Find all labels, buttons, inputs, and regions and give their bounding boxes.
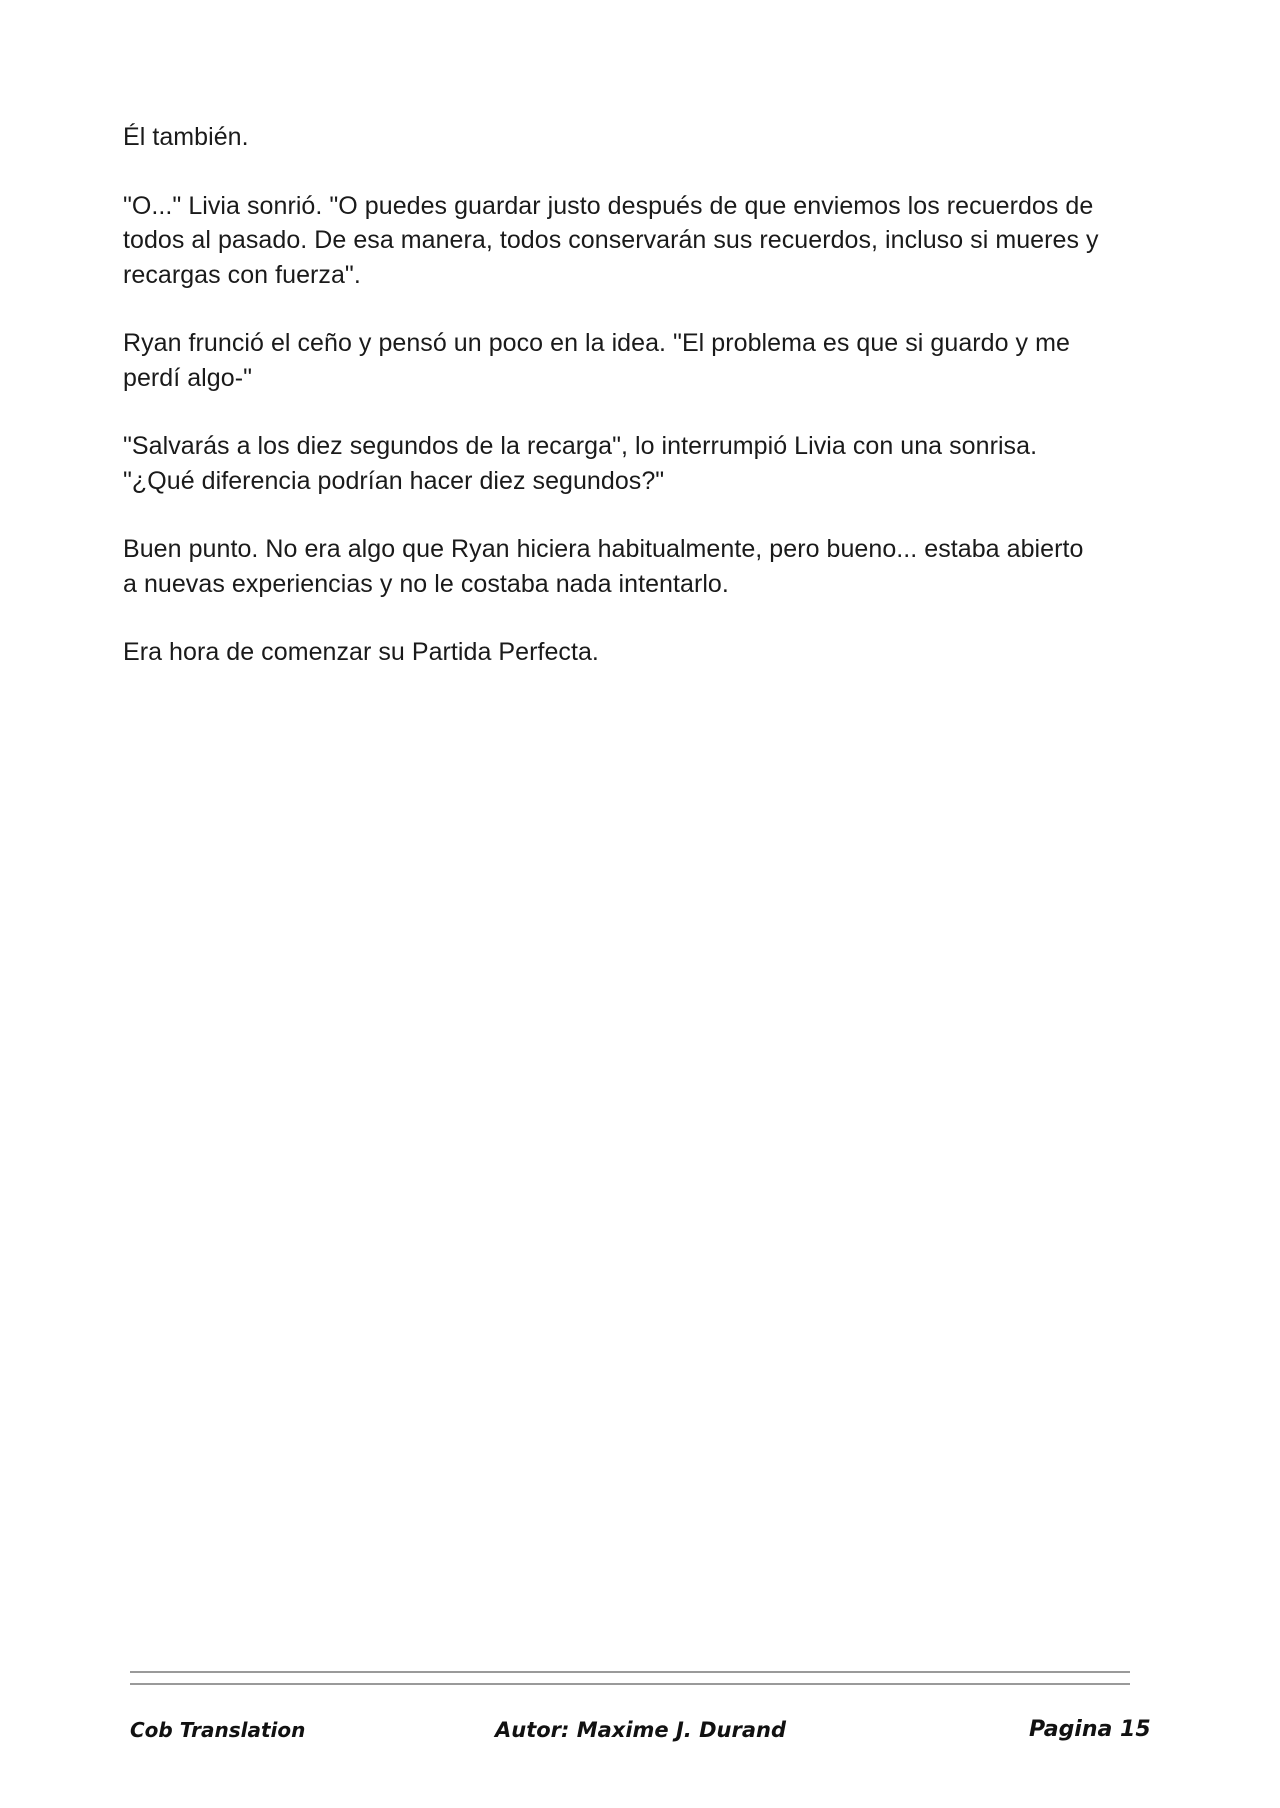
footer-translator: Cob Translation (130, 1718, 306, 1742)
footer-page-number: Pagina 15 (1029, 1717, 1151, 1742)
footer-author: Autor: Maxime J. Durand (495, 1718, 786, 1742)
footer-divider-top (130, 1671, 1130, 1673)
paragraph: Él también. (123, 123, 249, 151)
paragraph: "O..." Livia sonrió. "O puedes guardar justo después de que enviemos los recuerdos de todos al pasado. De esa manera, todos conservarán sus recuerdos, incluso si mueres y recargas con fuerza". (123, 191, 1099, 289)
page-body (123, 120, 1143, 704)
footer-divider-bottom (130, 1683, 1130, 1685)
paragraph: "Salvarás a los diez segundos de la recarga", lo interrumpió Livia con una sonrisa. "¿Qué diferencia podrían hacer diez segundos?" (123, 432, 1038, 495)
paragraph: Buen punto. No era algo que Ryan hiciera habitualmente, pero bueno... estaba abierto a nuevas experiencias y no le costaba nada intentarlo. (123, 535, 1084, 598)
paragraph: Ryan frunció el ceño y pensó un poco en la idea. "El problema es que si guardo y me perdí algo-" (123, 329, 1070, 392)
paragraph: Era hora de comenzar su Partida Perfecta. (123, 638, 599, 666)
